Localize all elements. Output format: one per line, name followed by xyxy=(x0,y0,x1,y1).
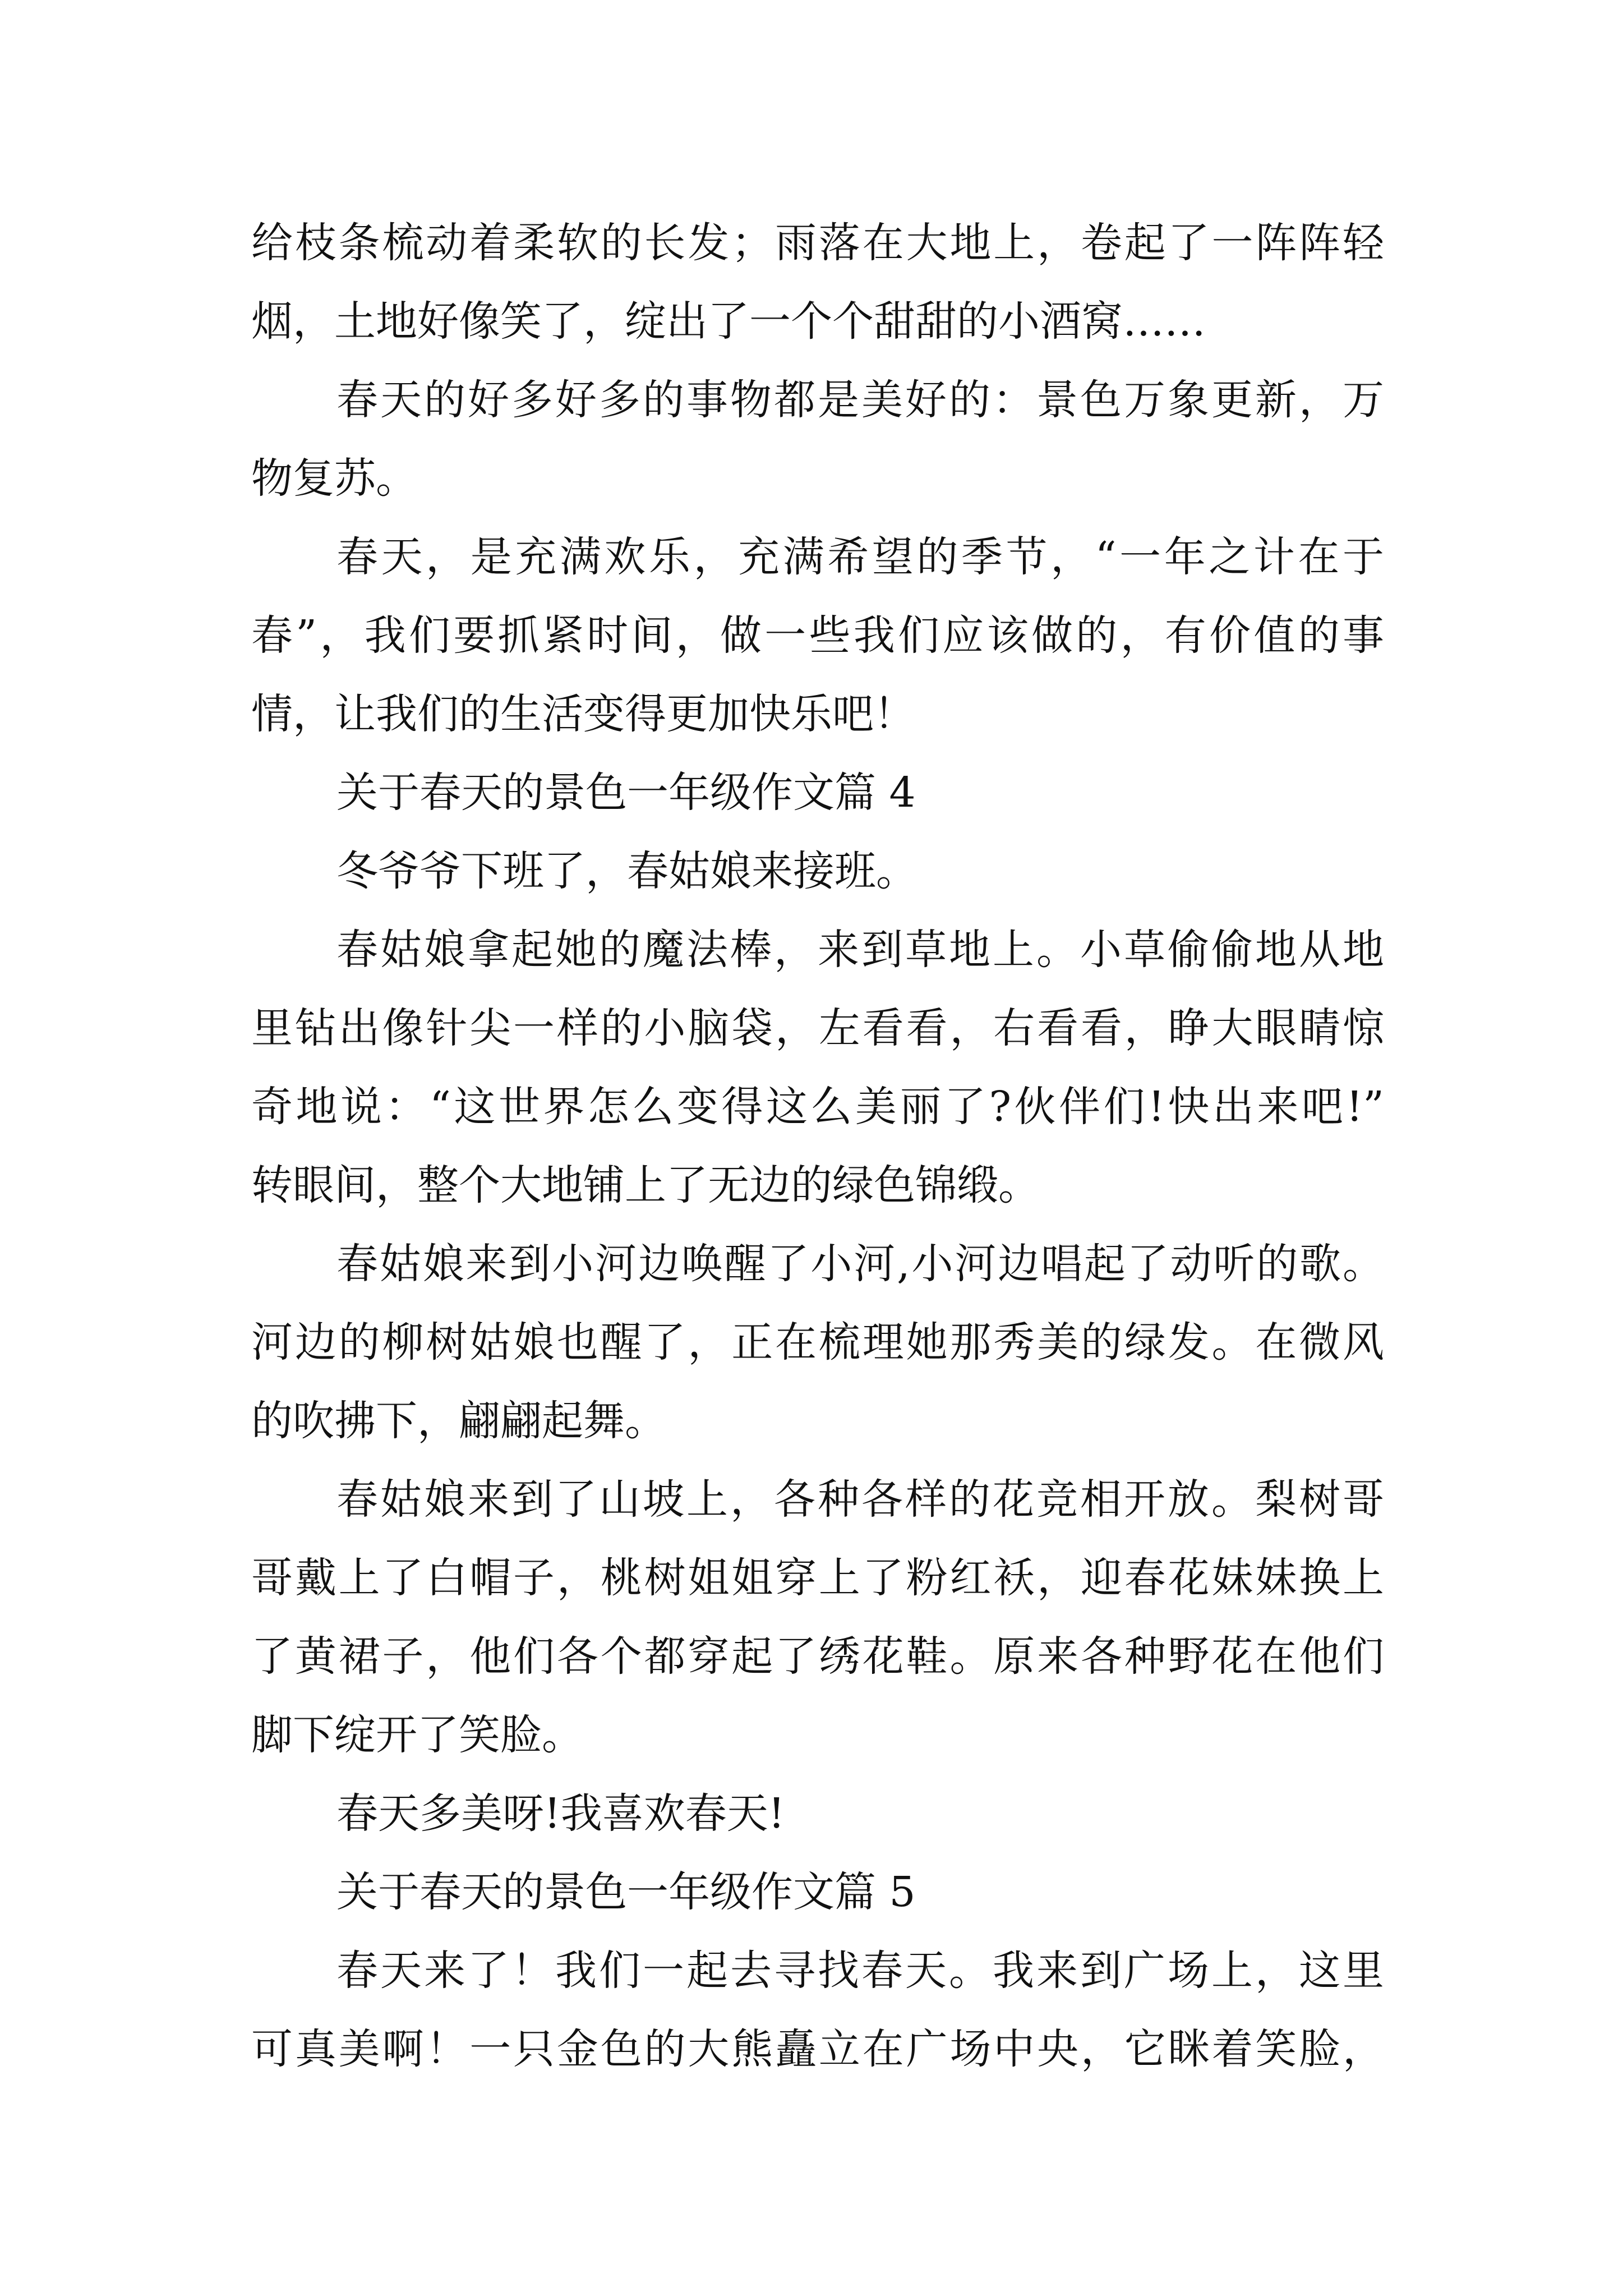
text-line: 哥戴上了白帽子，桃树姐姐穿上了粉红袄，迎春花妹妹换上 xyxy=(251,1554,1384,1602)
text-line: 转眼间，整个大地铺上了无边的绿色锦缎。 xyxy=(251,1161,1040,1209)
text-line: 春”，我们要抓紧时间，做一些我们应该做的，有价值的事 xyxy=(251,611,1384,660)
paragraph-start: 春天，是充满欢乐，充满希望的季节，“一年之计在于 xyxy=(336,533,1384,581)
paragraph-start: 春姑娘拿起她的魔法棒，来到草地上。小草偷偷地从地 xyxy=(336,926,1384,974)
paragraph-start: 春姑娘来到小河边唤醒了小河,小河边唱起了动听的歌。 xyxy=(336,1240,1384,1288)
text-line: 可真美啊！一只金色的大熊矗立在广场中央，它眯着笑脸， xyxy=(251,2025,1384,2073)
text-line: 奇地说：“这世界怎么变得这么美丽了?伙伴们!快出来吧!” xyxy=(251,1083,1384,1131)
paragraph-start: 春姑娘来到了山坡上，各种各样的花竞相开放。梨树哥 xyxy=(336,1475,1384,1524)
text-line: 河边的柳树姑娘也醒了，正在梳理她那秀美的绿发。在微风 xyxy=(251,1318,1384,1366)
text-line: 烟，土地好像笑了，绽出了一个个甜甜的小酒窝…… xyxy=(251,297,1206,346)
text-line: 的吹拂下，翩翩起舞。 xyxy=(251,1397,666,1445)
paragraph-start: 冬爷爷下班了，春姑娘来接班。 xyxy=(336,847,917,895)
section-heading: 关于春天的景色一年级作文篇 4 xyxy=(336,769,916,817)
text-line: 物复苏。 xyxy=(251,454,417,503)
text-line: 情，让我们的生活变得更加快乐吧！ xyxy=(251,690,915,738)
paragraph-start: 春天的好多好多的事物都是美好的：景色万象更新，万 xyxy=(336,376,1384,424)
text-line: 给枝条梳动着柔软的长发；雨落在大地上，卷起了一阵阵轻 xyxy=(251,219,1384,267)
text-line: 脚下绽开了笑脸。 xyxy=(251,1711,583,1759)
section-heading: 关于春天的景色一年级作文篇 5 xyxy=(336,1868,916,1916)
text-line: 了黄裙子，他们各个都穿起了绣花鞋。原来各种野花在他们 xyxy=(251,1632,1384,1681)
text-line: 里钻出像针尖一样的小脑袋，左看看，右看看，睁大眼睛惊 xyxy=(251,1004,1384,1052)
paragraph-start: 春天来了！我们一起去寻找春天。我来到广场上，这里 xyxy=(336,1947,1384,1995)
paragraph-start: 春天多美呀!我喜欢春天! xyxy=(336,1789,785,1838)
